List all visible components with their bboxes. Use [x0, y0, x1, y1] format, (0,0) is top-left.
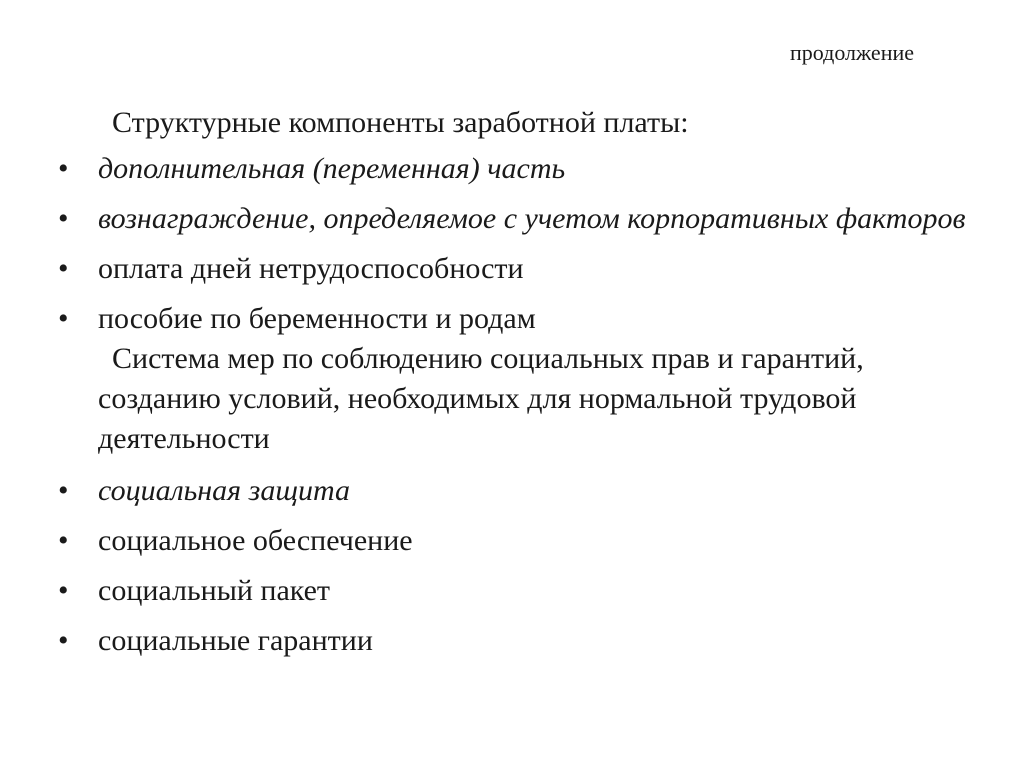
continuation-label: продолжение [790, 40, 915, 65]
list-item [58, 199, 988, 239]
list-item [58, 299, 988, 339]
list-item-text: социальное обеспечение [98, 524, 413, 557]
bullet-icon: • [58, 252, 69, 285]
section2-heading-text: Система мер по соблюдению социальных прав и гарантий, созданию условий, необходимых для нормальной трудовой деятельности [98, 342, 864, 455]
list-item [58, 571, 988, 611]
list-item-text: социальный пакет [98, 574, 331, 607]
list-item [58, 471, 988, 511]
list-item-text: оплата дней нетрудоспособности [98, 252, 524, 285]
list-item-text: дополнительная (переменная) часть [98, 152, 566, 185]
list-item-text: социальные гарантии [98, 624, 373, 657]
slide-content [58, 103, 988, 671]
list-item [58, 521, 988, 561]
list-item-text: пособие по беременности и родам [98, 302, 536, 335]
bullet-icon: • [58, 574, 69, 607]
list-item-text: вознаграждение, определяемое с учетом корпоративных факторов [98, 202, 966, 235]
section1-heading [58, 103, 988, 143]
bullet-icon: • [58, 524, 69, 557]
bullet-icon: • [58, 302, 69, 335]
section2-heading [58, 339, 988, 459]
list-item [58, 149, 988, 189]
bullet-icon: • [58, 152, 69, 185]
bullet-icon: • [58, 624, 69, 657]
list-item [58, 249, 988, 289]
bullet-icon: • [58, 474, 69, 507]
section1-heading-text: Структурные компоненты заработной платы: [112, 106, 689, 139]
list-item-text: социальная защита [98, 474, 351, 507]
list-item [58, 621, 988, 661]
bullet-icon: • [58, 202, 69, 235]
